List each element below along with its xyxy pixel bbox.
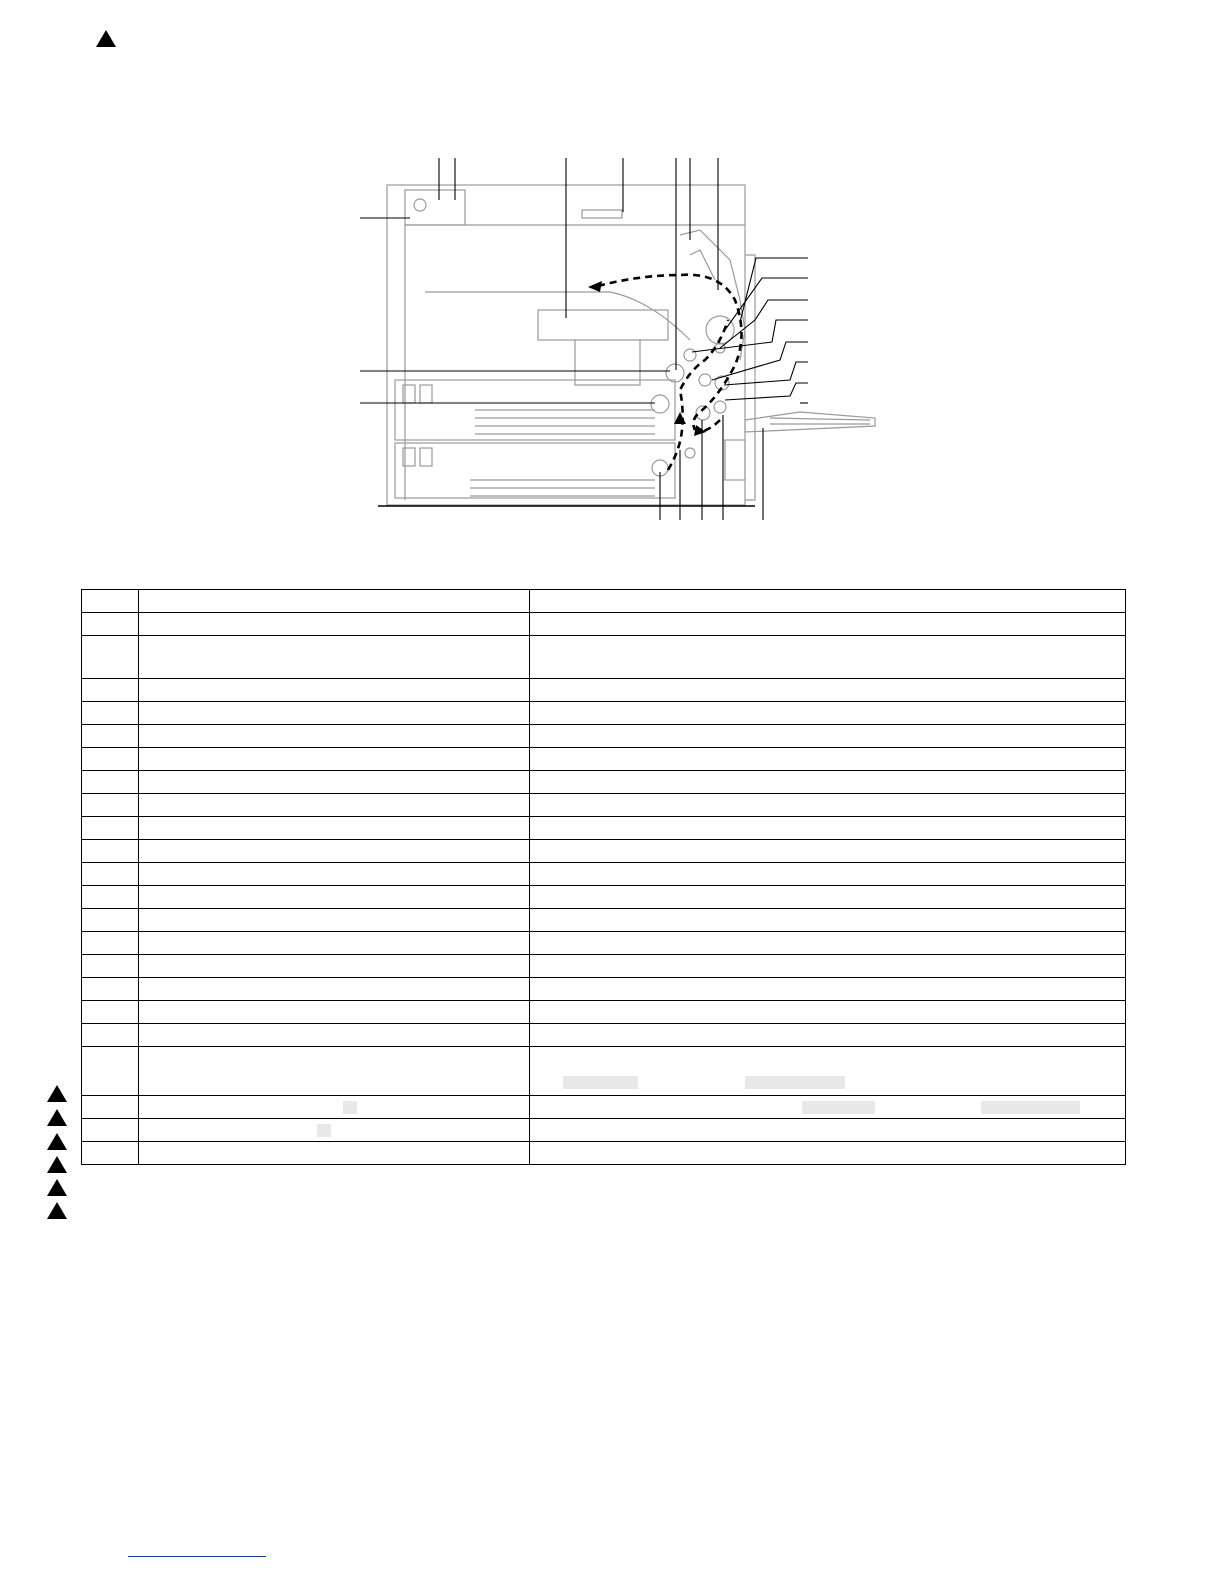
- row-name: [139, 636, 530, 679]
- table-row: [82, 1096, 1126, 1119]
- table-row: [82, 909, 1126, 932]
- row-no: [82, 1001, 139, 1024]
- paper-path-duplex: [668, 320, 728, 470]
- row-name: [139, 794, 530, 817]
- row-no: [82, 725, 139, 748]
- col-function-header: [530, 590, 1126, 613]
- row-no: [82, 679, 139, 702]
- table-row: [82, 725, 1126, 748]
- row-function: [530, 725, 1126, 748]
- row-name: [139, 725, 530, 748]
- row-function: [530, 817, 1126, 840]
- row-function: [530, 909, 1126, 932]
- row-function: [530, 932, 1126, 955]
- row-no: [82, 1119, 139, 1142]
- redacted-text: [317, 1124, 331, 1137]
- row-no: [82, 1096, 139, 1119]
- revision-triangle-icon: [47, 1109, 67, 1126]
- row-function: [530, 636, 1126, 679]
- row-name: [139, 978, 530, 1001]
- row-function: [530, 679, 1126, 702]
- table-row: [82, 1119, 1126, 1142]
- row-function: [530, 955, 1126, 978]
- redacted-text: [343, 1101, 357, 1114]
- row-no: [82, 932, 139, 955]
- table-row: [82, 817, 1126, 840]
- row-name: [139, 840, 530, 863]
- row-name: [139, 932, 530, 955]
- row-function: [530, 840, 1126, 863]
- row-name: [139, 955, 530, 978]
- row-no: [82, 771, 139, 794]
- table-row: [82, 748, 1126, 771]
- row-name: [139, 1024, 530, 1047]
- row-name: [139, 1047, 530, 1096]
- row-name: [139, 817, 530, 840]
- table-row: [82, 613, 1126, 636]
- row-function: [530, 702, 1126, 725]
- row-function: [530, 1001, 1126, 1024]
- revision-triangle-icon: [47, 1133, 67, 1150]
- row-no: [82, 1024, 139, 1047]
- footer-link[interactable]: [128, 1556, 266, 1557]
- row-no: [82, 613, 139, 636]
- table-row: [82, 1001, 1126, 1024]
- row-name: [139, 1142, 530, 1165]
- table-row: [82, 794, 1126, 817]
- row-name: [139, 886, 530, 909]
- parts-table: [81, 589, 1126, 1165]
- table-row: [82, 978, 1126, 1001]
- row-no: [82, 840, 139, 863]
- row-name: [139, 679, 530, 702]
- row-name: [139, 702, 530, 725]
- row-no: [82, 702, 139, 725]
- table-row: [82, 636, 1126, 679]
- row-no: [82, 978, 139, 1001]
- row-name: [139, 771, 530, 794]
- row-no: [82, 1142, 139, 1165]
- row-no: [82, 817, 139, 840]
- row-function: [530, 1142, 1126, 1165]
- row-no: [82, 1047, 139, 1096]
- col-no-header: [82, 590, 139, 613]
- table-row: [82, 1142, 1126, 1165]
- row-no: [82, 955, 139, 978]
- row-function: [530, 1096, 1126, 1119]
- redacted-text: [745, 1076, 845, 1089]
- row-function: [530, 1119, 1126, 1142]
- redacted-text: [981, 1101, 1080, 1114]
- row-name: [139, 909, 530, 932]
- row-function: [530, 771, 1126, 794]
- table-row: [82, 702, 1126, 725]
- row-no: [82, 794, 139, 817]
- row-name: [139, 863, 530, 886]
- row-function: [530, 978, 1126, 1001]
- row-no: [82, 863, 139, 886]
- revision-triangle-icon: [47, 1179, 67, 1196]
- row-function: [530, 748, 1126, 771]
- revision-triangle-icon: [47, 1085, 67, 1102]
- table-row: [82, 886, 1126, 909]
- table-row: [82, 840, 1126, 863]
- table-row: [82, 955, 1126, 978]
- row-function: [530, 886, 1126, 909]
- redacted-text: [563, 1076, 638, 1089]
- redacted-text: [802, 1101, 875, 1114]
- revision-triangle-icon: [47, 1202, 67, 1219]
- row-no: [82, 886, 139, 909]
- row-function: [530, 1024, 1126, 1047]
- row-function: [530, 1047, 1126, 1096]
- row-name: [139, 748, 530, 771]
- table-header-row: [82, 590, 1126, 613]
- table-row: [82, 679, 1126, 702]
- row-name: [139, 1096, 530, 1119]
- row-function: [530, 863, 1126, 886]
- table-row: [82, 1024, 1126, 1047]
- table-row: [82, 932, 1126, 955]
- paper-path-main: [598, 275, 742, 430]
- row-function: [530, 613, 1126, 636]
- row-no: [82, 909, 139, 932]
- row-function: [530, 794, 1126, 817]
- table-row: [82, 863, 1126, 886]
- row-no: [82, 748, 139, 771]
- row-no: [82, 636, 139, 679]
- table-row: [82, 771, 1126, 794]
- col-name-header: [139, 590, 530, 613]
- row-name: [139, 613, 530, 636]
- paper-path-diagram: [0, 0, 1224, 580]
- row-name: [139, 1119, 530, 1142]
- row-name: [139, 1001, 530, 1024]
- table-row: [82, 1047, 1126, 1096]
- revision-triangle-icon: [47, 1156, 67, 1173]
